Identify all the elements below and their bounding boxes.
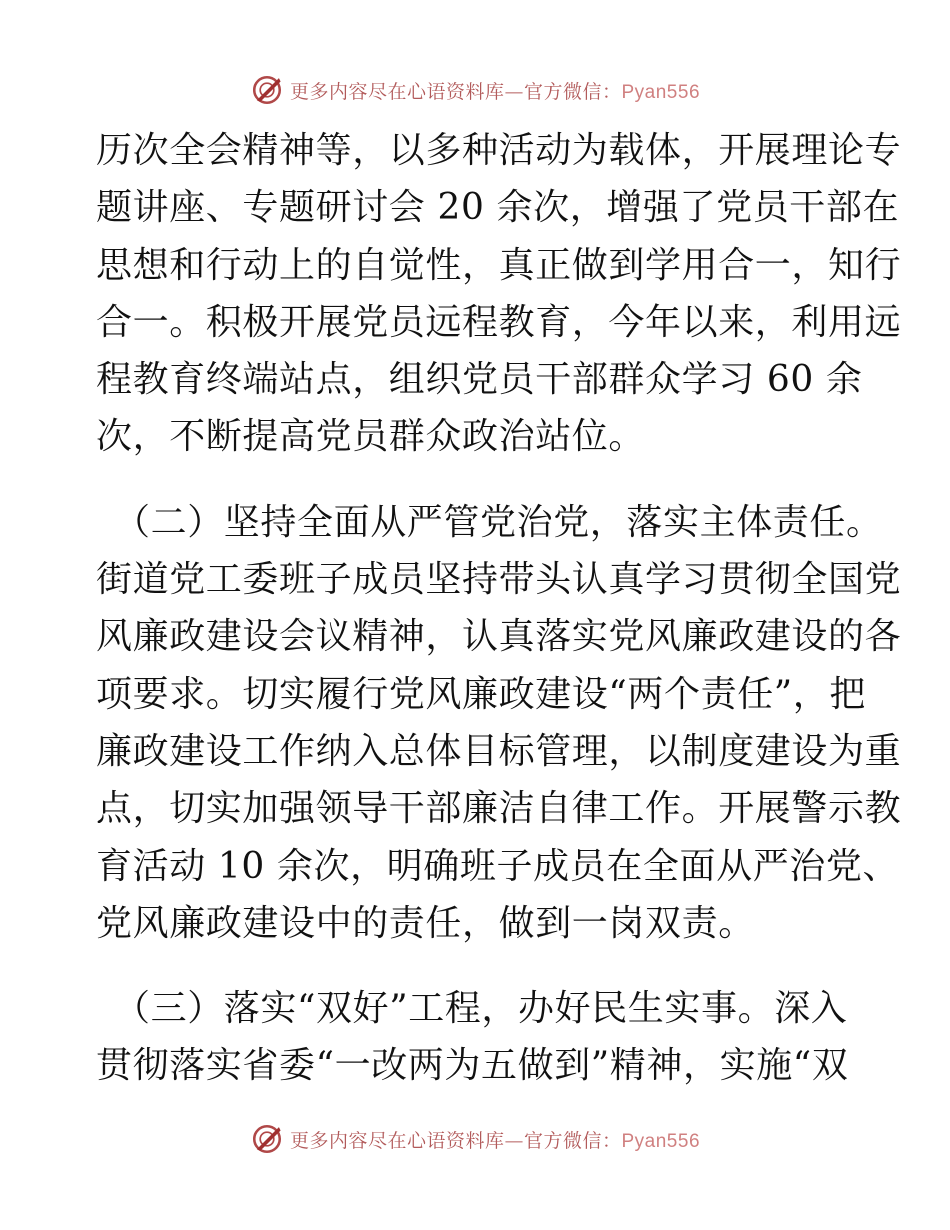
text-line: 项要求。切实履行党风廉政建设“两个责任”，把 — [96, 673, 867, 715]
text-line: 合一。积极开展党员远程教育，今年以来，利用远 — [96, 301, 902, 343]
text-line: 题讲座、专题研讨会 20 余次，增强了党员干部在 — [96, 187, 900, 229]
watermark-separator: — — [504, 1129, 524, 1152]
text-line: 廉政建设工作纳入总体目标管理，以制度建设为重 — [96, 730, 902, 772]
paragraph-2 — [96, 494, 902, 952]
text-line: 风廉政建设会议精神，认真落实党风廉政建设的各 — [96, 616, 902, 658]
footer-watermark — [0, 1121, 950, 1157]
watermark-text — [290, 1126, 700, 1153]
brand-logo-icon — [250, 73, 284, 107]
paragraph-1 — [96, 122, 902, 466]
header-watermark — [0, 72, 950, 108]
watermark-main: 更多内容尽在心语资料库 — [289, 80, 505, 103]
text-line: 历次全会精神等，以多种活动为载体，开展理论专 — [96, 130, 902, 171]
text-line: 思想和行动上的自觉性，真正做到学用合一，知行 — [96, 244, 902, 286]
text-line: 党风廉政建设中的责任，做到一岗双责。 — [96, 902, 755, 944]
watermark-official: 官方微信： — [523, 80, 622, 103]
text-line: 街道党工委班子成员坚持带头认真学习贯彻全国党 — [96, 559, 902, 601]
watermark-wechat-id: Pyan556 — [621, 1130, 701, 1152]
text-line: 贯彻落实省委“一改两为五做到”精神，实施“双 — [96, 1045, 849, 1087]
watermark-wechat-id: Pyan556 — [621, 81, 701, 103]
text-line: 点，切实加强领导干部廉洁自律工作。开展警示教 — [96, 788, 902, 830]
paragraph-3 — [96, 980, 856, 1095]
text-line: 次，不断提高党员群众政治站位。 — [96, 416, 646, 458]
watermark-separator: — — [504, 80, 524, 103]
text-line: 育活动 10 余次，明确班子成员在全面从严治党、 — [96, 845, 900, 887]
document-body — [96, 122, 902, 1095]
section-heading: （二）坚持全面从严管党治党，落实主体责任。 — [114, 501, 883, 543]
section-heading: （三）落实“双好”工程，办好民生实事。深入 — [114, 988, 848, 1030]
brand-logo-icon — [250, 1122, 284, 1156]
watermark-text — [290, 77, 700, 104]
text-line: 程教育终端站点，组织党员干部群众学习 60 余 — [96, 359, 863, 401]
watermark-main: 更多内容尽在心语资料库 — [289, 1129, 505, 1152]
watermark-official: 官方微信： — [523, 1129, 622, 1152]
